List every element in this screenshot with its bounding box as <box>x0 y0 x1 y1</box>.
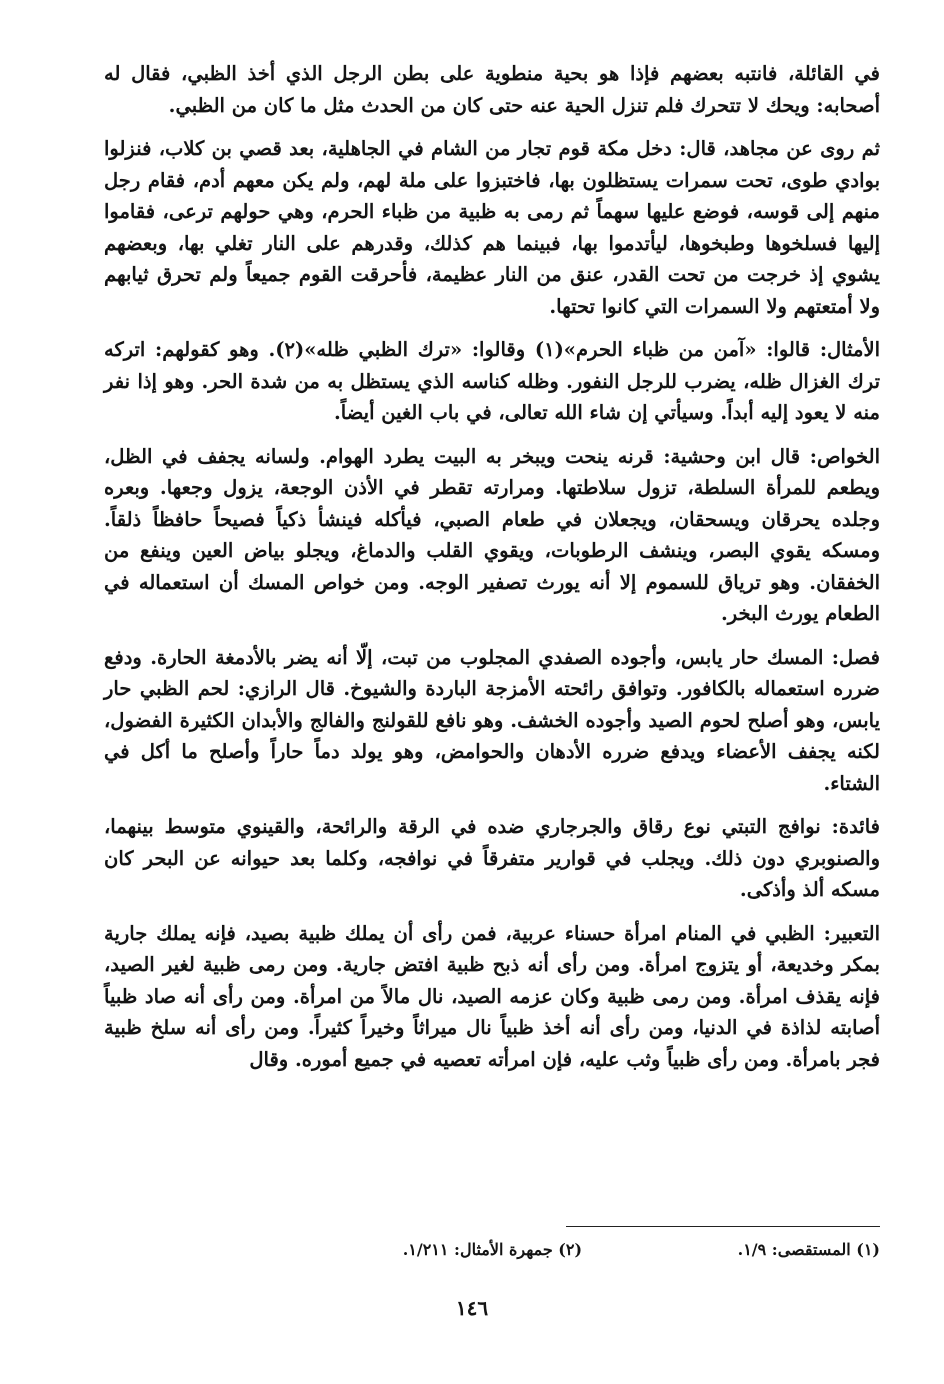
paragraph-text: الظبي في المنام امرأة حسناء عربية، فمن رأى أن يملك ظبية بصيد، فإنه يملك جارية بمكر وخديعة، أو يتزوج امرأة. ومن رأى أنه ذبح ظبية افتض جارية. ومن رمى ظبية لغير الصيد، فإنه يقذف امرأة. ومن رمى ظبية وكان عزمه الصيد، نال مالاً من امرأة. ومن رأى أنه صاد ظبياً أصابته لذاذة في الدنيا، ومن رأى أنه أخذ ظبياً نال ميراثاً وخيراً كثيراً. ومن رأى أنه سلخ ظبية فجر بامرأة. ومن رأى ظبياً وثب عليه، فإن امرأته تعصيه في جميع أموره. وقال <box>104 921 880 1071</box>
paragraph-2 <box>104 133 880 322</box>
paragraph-text: قال ابن وحشية: قرنه ينحت ويبخر به البيت يطرد الهوام. ولسانه يجفف في الظل، ويطعم للمرأة السلطة، تزول سلاطتها. ومرارته تقطر في الأذن الوجعة، يزول وجعها. وبعره وجلده يحرقان ويسحقان، ويجعلان في طعام الصبي، فيأكله فينشأ ذكياً فصيحاً حافظاً ذلقاً. ومسكه يقوي البصر، وينشف الرطوبات، ويقوي القلب والدماغ، ويجلو بياض العين وينفع من الخفقان. وهو ترياق للسموم إلا أنه يورث تصفير الوجه. ومن خواص المسك أن استعماله في الطعام يورث البخر. <box>104 444 880 625</box>
paragraph-text: ثم روى عن مجاهد، قال: دخل مكة قوم تجار من الشام في الجاهلية، بعد قصي بن كلاب، فنزلوا بوادي طوى، تحت سمرات يستظلون بها، فاختبزوا على ملة لهم، ولم يكن معهم أدم، فقام رجل منهم إلى قوسه، فوضع عليها سهماً ثم رمى به ظبية من ظباء الحرم، وهي حولهم ترعى، فقاموا إليها فسلخوها وطبخوها، ليأتدموا بها، فبينما هم كذلك، وقدرهم على النار تغلي بها، وبعضهم يشوي إذ خرجت من تحت القدر، عنق من النار عظيمة، فأحرقت القوم جميعاً ولم تحرق ثيابهم ولا أمتعتهم ولا السمرات التي كانوا تحتها. <box>104 137 880 318</box>
footnote-divider <box>566 1226 880 1227</box>
paragraph-heading: الأمثال: <box>819 338 880 361</box>
paragraph-benefit <box>104 811 880 906</box>
paragraph-text: في القائلة، فانتبه بعضهم فإذا هو بحية منطوية على بطن الرجل الذي أخذ الظبي، فقال له أصحابه: ويحك لا تتحرك فلم تنزل الحية عنه حتى كان من الحدث مثل ما كان من الظبي. <box>104 62 880 117</box>
page-number: ١٤٦ <box>455 1296 489 1320</box>
paragraph-proverbs <box>104 334 880 429</box>
paragraph-interpretation <box>104 918 880 1076</box>
paragraph-text: المسك حار يابس، وأجوده الصفدي المجلوب من تبت، إلّا أنه يضر بالأدمغة الحارة. ودفع ضرره استعماله بالكافور. وتوافق رائحته الأمزجة الباردة والشيوخ. قال الرازي: لحم الظبي حار يابس، وهو أصلح لحوم الصيد وأجوده الخشف. وهو نافع للقولنج والفالج والأبدان الكثيرة الفضول، لكنه يجفف الأعضاء ويدفع ضرره الأدهان والحوامض، وهو يولد دماً حاراً وأصلح ما أكل في الشتاء. <box>104 645 880 795</box>
paragraph-text: قالوا: «آمن من ظباء الحرم»(١) وقالوا: «ترك الظبي ظله»(٢). وهو كقولهم: اتركه ترك الغزال ظله، يضرب للرجل النفور. وظله كناسه الذي يستظل به من شدة الحر. وهو إذا نفر منه لا يعود إليه أبداً. وسيأتي إن شاء الله تعالى، في باب الغين أيضاً. <box>104 338 880 424</box>
page-body <box>104 58 880 1087</box>
footnotes <box>104 1238 880 1262</box>
paragraph-1 <box>104 58 880 121</box>
footnote-1: (١) المستقصى: ١/٩. <box>737 1240 880 1259</box>
paragraph-text: نوافج التبتي نوع رقاق والجرجاري ضده في الرقة والرائحة، والقينوي متوسط بينهما، والصنوبري دون ذلك. ويجلب في قوارير متفرقاً في نوافجه، وكلما بعد حيوانه عن البحر كان مسكه ألذ وأذكى. <box>104 815 880 901</box>
paragraph-heading: التعبير: <box>823 921 880 945</box>
paragraph-heading: الخواص: <box>809 444 880 468</box>
paragraph-properties <box>104 441 880 630</box>
paragraph-heading: فائدة: <box>831 815 880 838</box>
paragraph-heading: فصل: <box>831 645 880 669</box>
footnote-2: (٢) جمهرة الأمثال: ١/٢١١. <box>402 1240 583 1259</box>
paragraph-section <box>104 642 880 800</box>
